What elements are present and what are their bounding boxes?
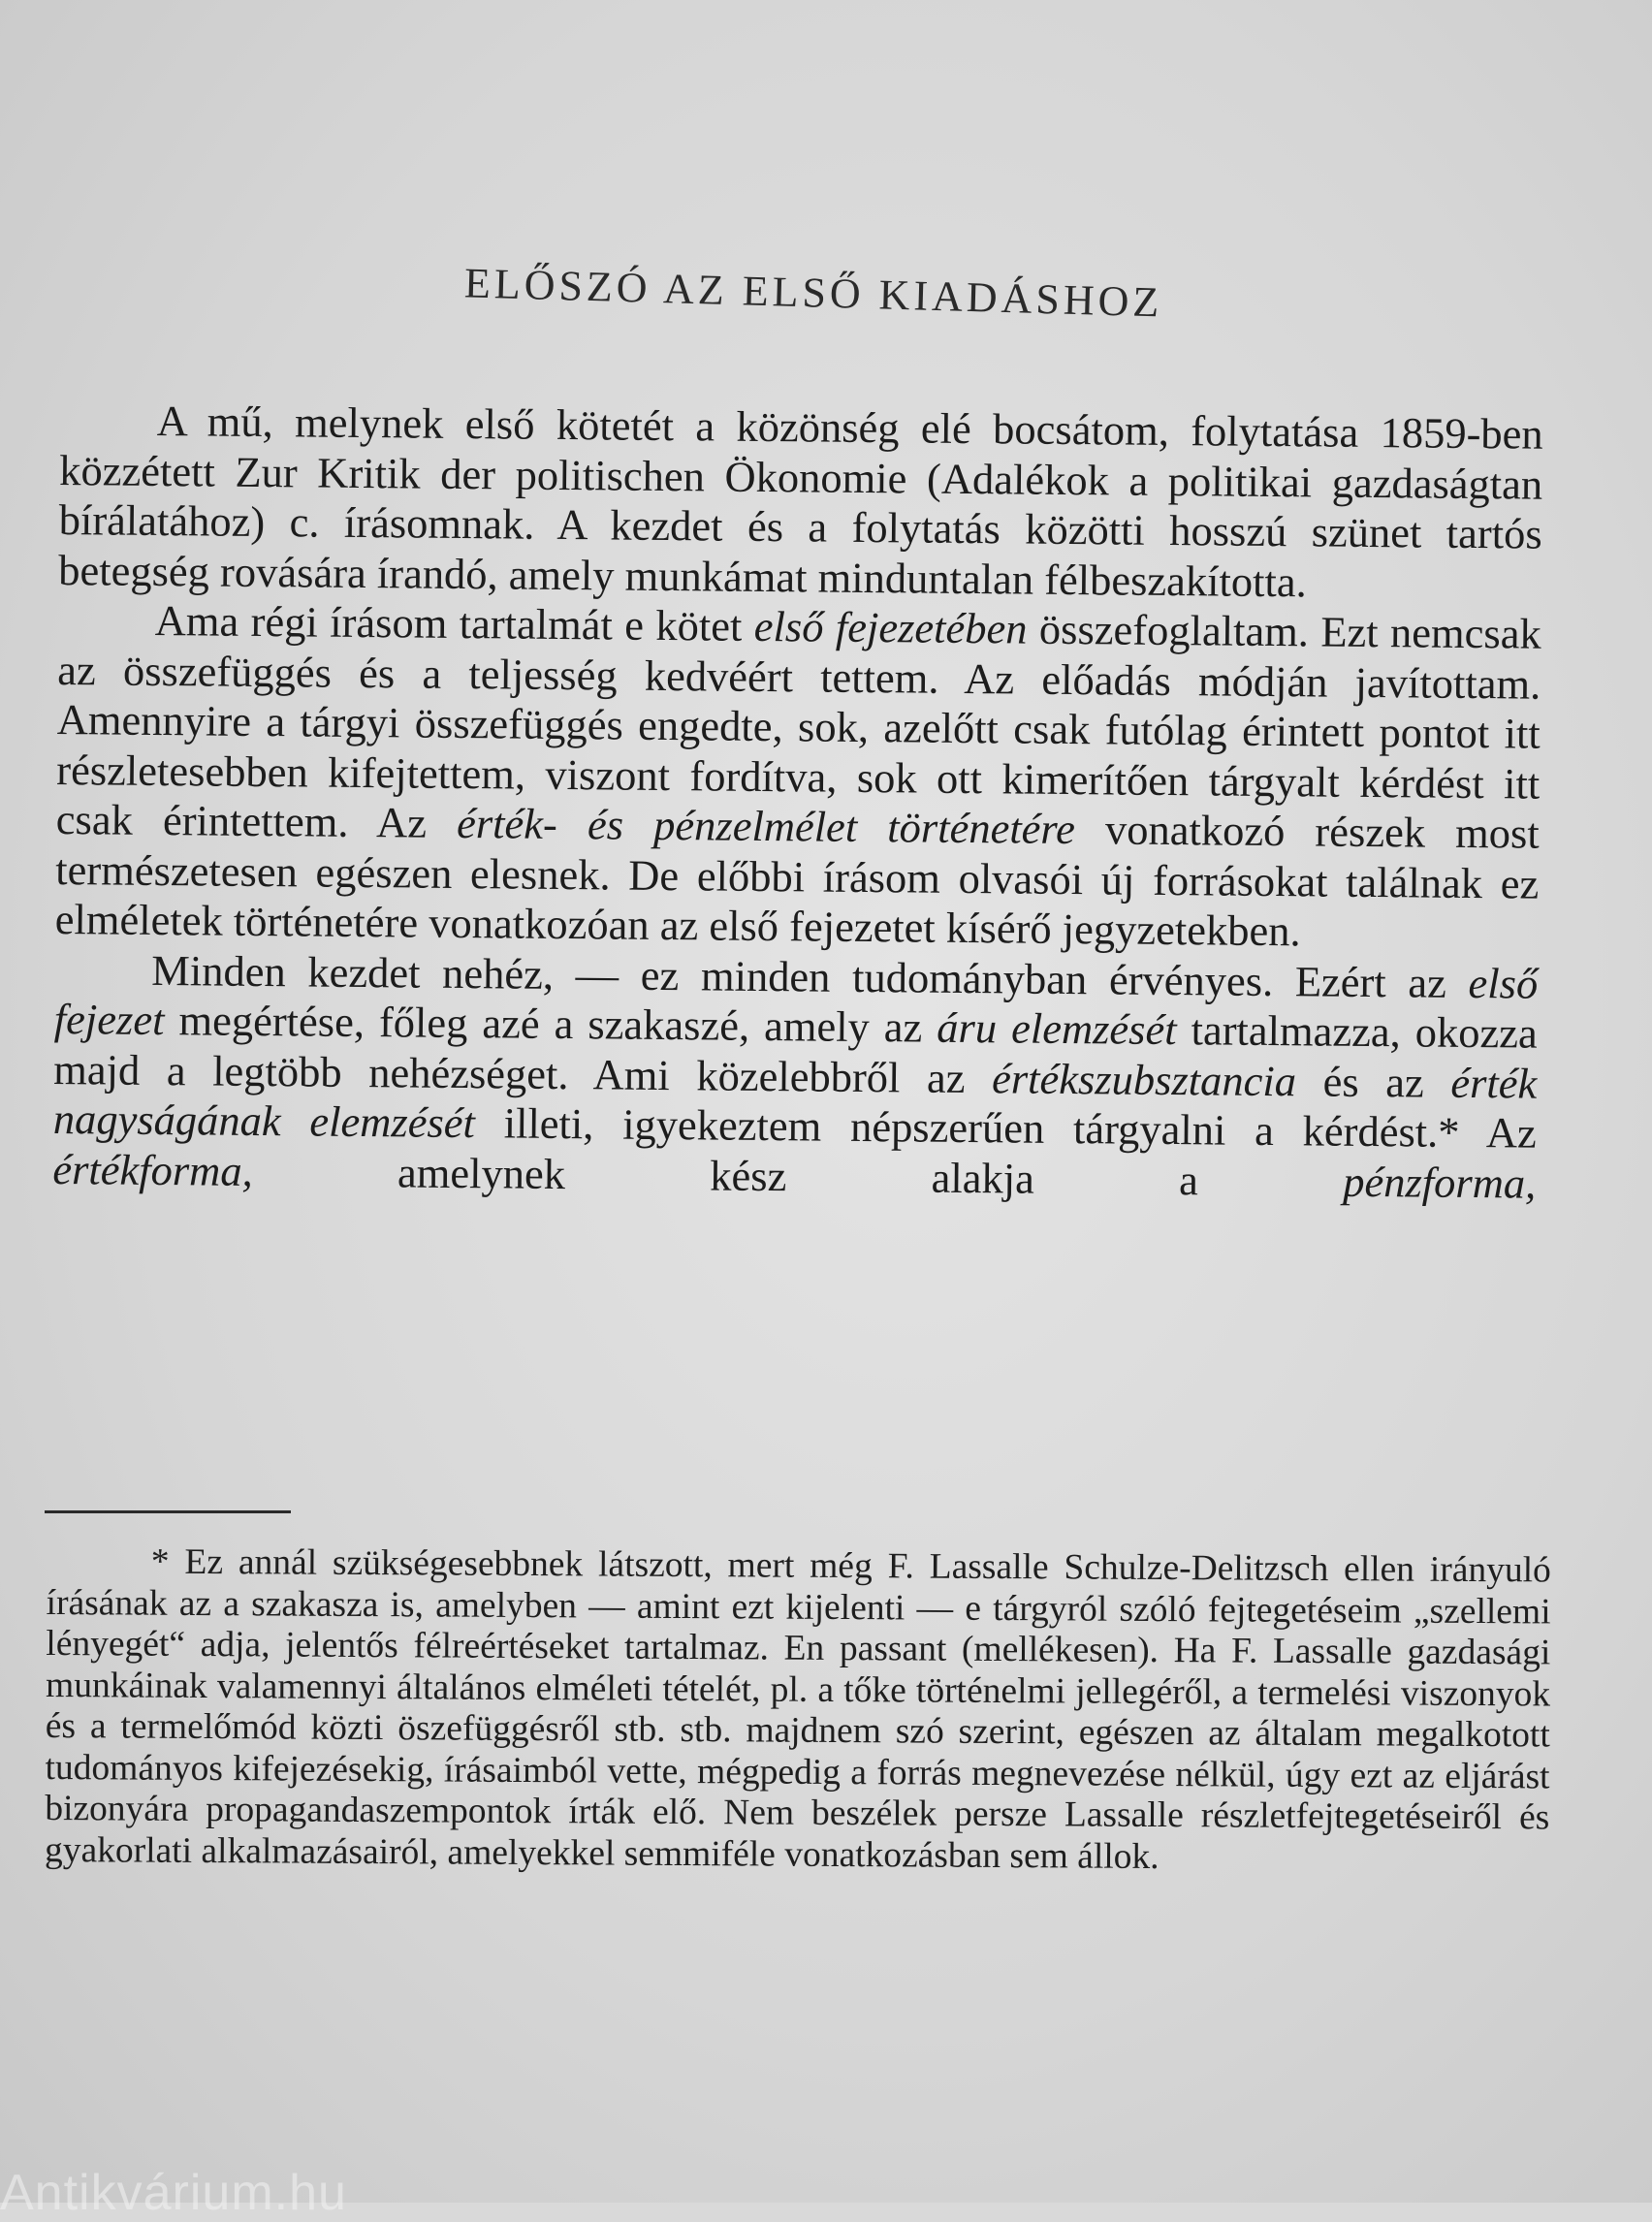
italic-phrase: érték- és pénzelmélet történetére <box>456 798 1076 854</box>
paragraph-3 <box>52 944 1538 1208</box>
text-run: illeti, igyekeztem népszerűen tárgyalni a kérdést.* Az <box>474 1098 1538 1158</box>
text-run: Ama régi írásom tartalmát e kötet <box>154 595 755 651</box>
text-run: A mű, melynek első kötetét a közönség elé bocsátom, folytatása 1859-ben közzétett Zur Kritik der politischen Ökonomie (Adalékok a politikai gazdaságtan bírálatához) c. írásomnak. A kezdet és a folytatás közötti hosszú szünet tartós betegség rovására írandó, amely munkámat minduntalan félbeszakította. <box>58 396 1543 606</box>
watermark: Antikvárium.hu <box>0 2165 347 2221</box>
paragraph-1 <box>58 396 1543 610</box>
italic-phrase: első fejezet <box>53 958 1539 1045</box>
page-heading: ELŐSZÓ AZ ELSŐ KIADÁSHOZ <box>463 259 1163 327</box>
footnote: * Ez annál szükségesebbnek látszott, mert még F. Lassalle Schulze-Delitzsch ellen irányuló írásának az a szakasza is, amelyben — amint ezt kijelenti — e tárgyról szóló fejtegetéseim „szellemi lényegét“ adja, jelentős félreértéseket tartalmaz. En passant (mellékesen). Ha F. Lassalle gazdasági munkáinak valamennyi általános elméleti tételét, pl. a tőke történelmi jellegéről, a termelési viszonyok és a termelőmód közti öszefüggésről stb. stb. majdnem szó szerint, egészen az általam megalkotott tudományos kifejezésekig, írásaimból vette, mégpedig a forrás megnevezése nélkül, úgy ezt az eljárást bizonyára propagandaszempontok írták elő. Nem beszélek persze Lassalle részletfejtegetéseiről és gyakorlati alkalmazásairól, amelyekkel semmiféle vonatkozásban sem állok. <box>44 1541 1551 1877</box>
text-run: tartalmazza, okozza majd a legtöbb nehézséget. Ami közelebbről az <box>53 1005 1538 1102</box>
italic-phrase: áru elemzését <box>937 1002 1177 1055</box>
text-run: megértése, főleg azé a szakaszé, amely az <box>164 996 937 1052</box>
italic-phrase: értékszubsztancia <box>991 1053 1297 1105</box>
italic-phrase: értékforma, <box>52 1144 253 1195</box>
italic-phrase: érték nagyságának elemzését <box>52 1058 1538 1148</box>
main-text <box>52 396 1543 1209</box>
text-run: összefoglaltam. Ezt nemcsak az összefüggés és a teljesség kedvéért tettem. Az előadás módján javítottam. Amennyire a tárgyi összefüggés engedte, sok, azelőtt csak futólag érintett pontot itt részletesebben kifejtettem, viszont fordítva, sok ott kimerítően tárgyalt kérdést itt csak érintettem. Az <box>55 604 1541 847</box>
paragraph-2 <box>55 595 1541 959</box>
text-run: vonatkozó részek most természetesen egészen elesnek. De előbbi írásom olvasói új forrásokat találnak ez elméletek történetére vonatkozóan az első fejezetet kísérő jegyzetekben. <box>54 805 1540 956</box>
italic-phrase: pénzforma, <box>1343 1157 1537 1208</box>
text-run: Minden kezdet nehéz, — ez minden tudományban érvényes. Ezért az <box>151 945 1469 1007</box>
italic-phrase: első fejezetében <box>753 601 1028 653</box>
text-run: és az <box>1295 1056 1451 1107</box>
text-run: amelynek kész alakja a <box>252 1146 1344 1206</box>
footnote-divider <box>45 1510 291 1513</box>
